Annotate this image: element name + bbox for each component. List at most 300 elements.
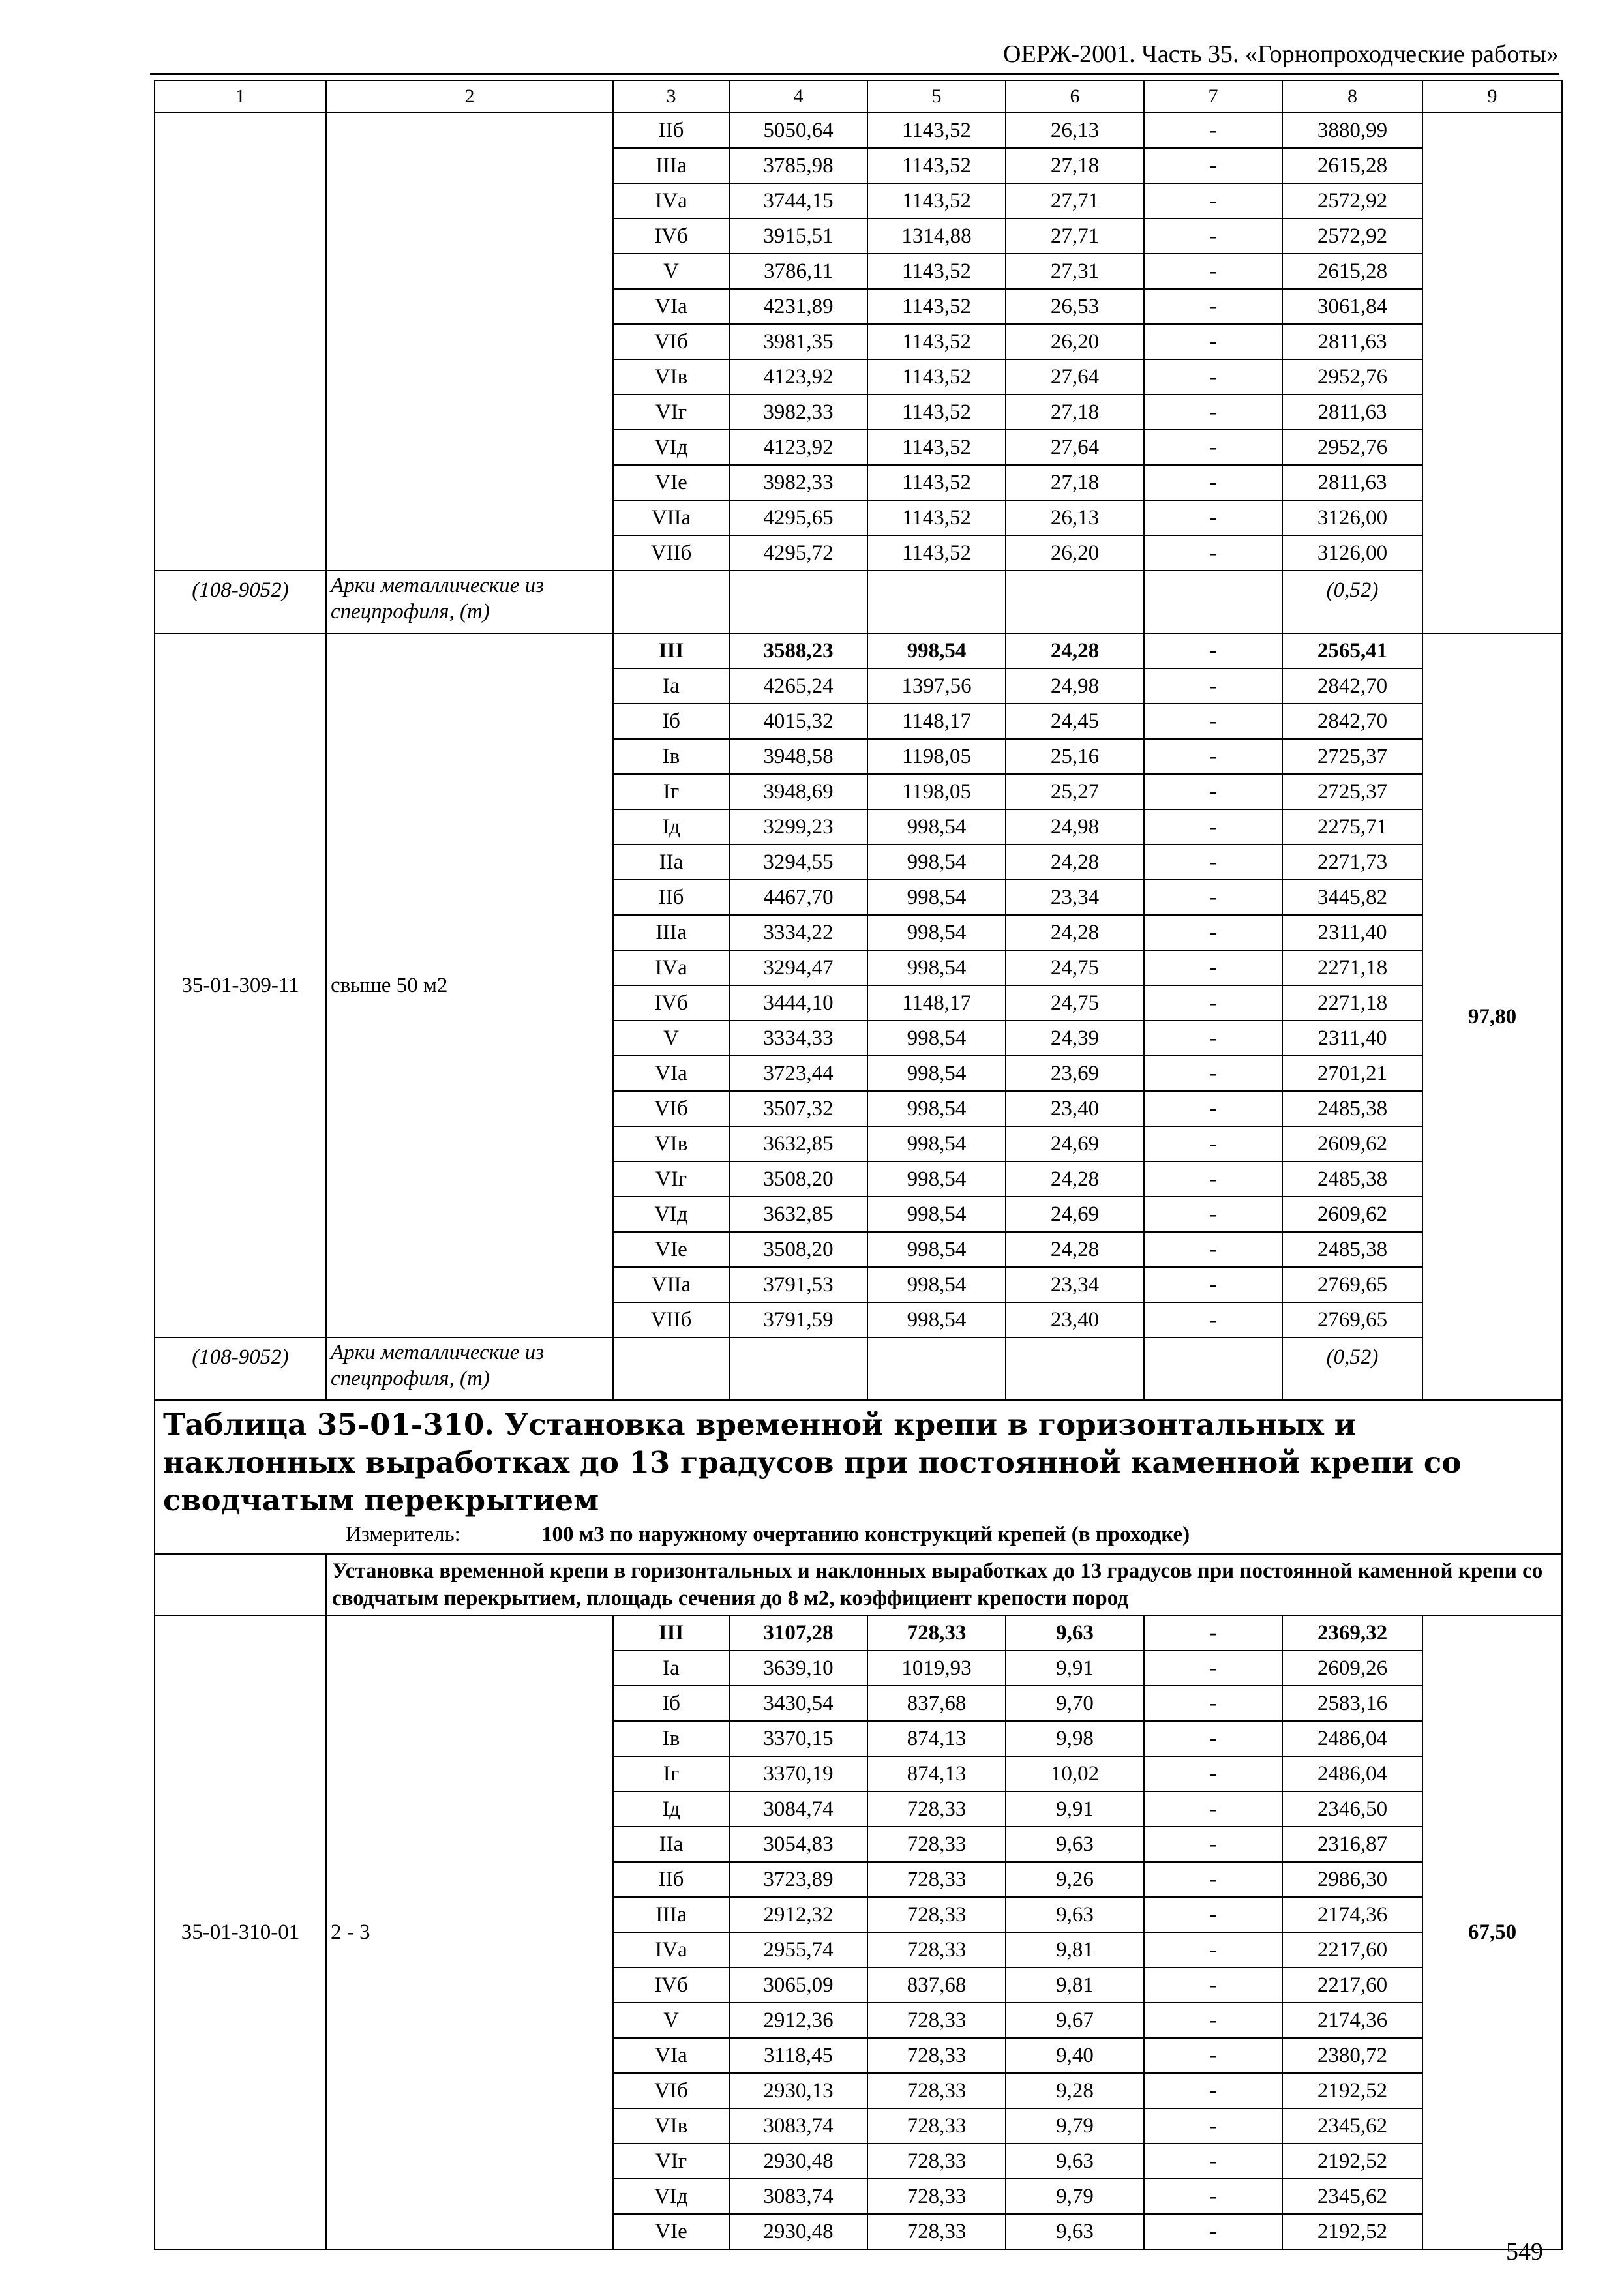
material-cost-cell: 2486,04 xyxy=(1282,1756,1422,1791)
machine-cost-cell: 9,79 xyxy=(1006,2179,1144,2214)
machine-cost-cell: 10,02 xyxy=(1006,1756,1144,1791)
rock-class-cell: VIб xyxy=(613,324,729,359)
rate-code-cell: 35-01-309-11 xyxy=(155,633,326,1338)
wage-cell: 1143,52 xyxy=(867,324,1006,359)
direct-cost-cell: 5050,64 xyxy=(729,113,867,148)
wage-cell: 874,13 xyxy=(867,1756,1006,1791)
material-cost-cell: 2369,32 xyxy=(1282,1615,1422,1651)
meter-value: 100 м3 по наружному очертанию конструкций крепей (в проходке) xyxy=(541,1523,1190,1546)
machinist-wage-cell: - xyxy=(1144,218,1282,254)
rate-code-cell: 35-01-310-01 xyxy=(155,1615,326,2249)
empty-cell xyxy=(1144,1338,1282,1400)
rock-class-cell: Iб xyxy=(613,1686,729,1721)
material-cost-cell: 2345,62 xyxy=(1282,2179,1422,2214)
direct-cost-cell: 3299,23 xyxy=(729,809,867,845)
machinist-wage-cell: - xyxy=(1144,985,1282,1021)
machinist-wage-cell: - xyxy=(1144,1161,1282,1197)
machinist-wage-cell: - xyxy=(1144,2003,1282,2038)
direct-cost-cell: 3723,44 xyxy=(729,1056,867,1091)
direct-cost-cell: 3981,35 xyxy=(729,324,867,359)
wage-cell: 728,33 xyxy=(867,2003,1006,2038)
direct-cost-cell: 3915,51 xyxy=(729,218,867,254)
machinist-wage-cell: - xyxy=(1144,535,1282,571)
material-cost-cell: 2952,76 xyxy=(1282,430,1422,465)
machine-cost-cell: 27,64 xyxy=(1006,359,1144,395)
rock-class-cell: VIа xyxy=(613,2038,729,2073)
material-cost-cell: 2952,76 xyxy=(1282,359,1422,395)
direct-cost-cell: 4265,24 xyxy=(729,668,867,704)
machinist-wage-cell: - xyxy=(1144,2144,1282,2179)
material-cost-cell: 2842,70 xyxy=(1282,668,1422,704)
rate-description-cell: свыше 50 м2 xyxy=(326,633,613,1338)
machinist-wage-cell: - xyxy=(1144,430,1282,465)
material-name-cell: Арки металлические из спецпрофиля, (т) xyxy=(326,1338,613,1400)
machine-cost-cell: 24,28 xyxy=(1006,1161,1144,1197)
direct-cost-cell: 3982,33 xyxy=(729,465,867,500)
direct-cost-cell: 3370,19 xyxy=(729,1756,867,1791)
machine-cost-cell: 24,39 xyxy=(1006,1021,1144,1056)
material-cost-cell: 2725,37 xyxy=(1282,774,1422,809)
material-cost-cell: 2346,50 xyxy=(1282,1791,1422,1827)
material-code-cell: (108-9052) xyxy=(155,1338,326,1400)
material-cost-cell: 2609,26 xyxy=(1282,1651,1422,1686)
material-cost-cell: 2485,38 xyxy=(1282,1161,1422,1197)
wage-cell: 1143,52 xyxy=(867,430,1006,465)
material-name-cell: Арки металлические из спецпрофиля, (т) xyxy=(326,571,613,633)
rates-table xyxy=(154,80,1563,2250)
machine-cost-cell: 9,91 xyxy=(1006,1791,1144,1827)
rock-class-cell: Iг xyxy=(613,774,729,809)
wage-cell: 874,13 xyxy=(867,1721,1006,1756)
material-cost-cell: 2217,60 xyxy=(1282,1967,1422,2003)
material-cost-cell: 2811,63 xyxy=(1282,465,1422,500)
direct-cost-cell: 2930,48 xyxy=(729,2214,867,2249)
material-qty-cell: (0,52) xyxy=(1282,571,1422,633)
wage-cell: 998,54 xyxy=(867,1056,1006,1091)
empty-cell xyxy=(1006,571,1144,633)
machine-cost-cell: 23,40 xyxy=(1006,1091,1144,1126)
rock-class-cell: VIд xyxy=(613,430,729,465)
machine-cost-cell: 9,63 xyxy=(1006,2144,1144,2179)
wage-cell: 1143,52 xyxy=(867,359,1006,395)
material-cost-cell: 2316,87 xyxy=(1282,1827,1422,1862)
wage-cell: 728,33 xyxy=(867,2108,1006,2144)
machinist-wage-cell: - xyxy=(1144,1091,1282,1126)
machine-cost-cell: 26,13 xyxy=(1006,500,1144,535)
wage-cell: 1143,52 xyxy=(867,148,1006,183)
direct-cost-cell: 2912,32 xyxy=(729,1897,867,1932)
material-cost-cell: 2192,52 xyxy=(1282,2214,1422,2249)
wage-cell: 728,33 xyxy=(867,2038,1006,2073)
machine-cost-cell: 26,20 xyxy=(1006,535,1144,571)
wage-cell: 1143,52 xyxy=(867,535,1006,571)
rock-class-cell: IVб xyxy=(613,1967,729,2003)
rock-class-cell: IIIа xyxy=(613,1897,729,1932)
direct-cost-cell: 3083,74 xyxy=(729,2108,867,2144)
machine-cost-cell: 27,31 xyxy=(1006,254,1144,289)
material-cost-cell: 3061,84 xyxy=(1282,289,1422,324)
machine-cost-cell: 23,69 xyxy=(1006,1056,1144,1091)
empty-cell xyxy=(613,1338,729,1400)
machinist-wage-cell: - xyxy=(1144,950,1282,985)
rock-class-cell: VIв xyxy=(613,1126,729,1161)
material-cost-cell: 2986,30 xyxy=(1282,1862,1422,1897)
material-cost-cell: 2174,36 xyxy=(1282,1897,1422,1932)
machinist-wage-cell: - xyxy=(1144,2108,1282,2144)
direct-cost-cell: 3083,74 xyxy=(729,2179,867,2214)
material-cost-cell: 2609,62 xyxy=(1282,1197,1422,1232)
machinist-wage-cell: - xyxy=(1144,809,1282,845)
wage-cell: 728,33 xyxy=(867,2073,1006,2108)
machine-cost-cell: 24,98 xyxy=(1006,809,1144,845)
machine-cost-cell: 9,63 xyxy=(1006,2214,1144,2249)
rock-class-cell: VIе xyxy=(613,1232,729,1267)
table-row xyxy=(155,633,1562,668)
material-cost-cell: 2311,40 xyxy=(1282,915,1422,950)
col-num: 7 xyxy=(1144,80,1282,113)
wage-cell: 728,33 xyxy=(867,2179,1006,2214)
machine-cost-cell: 24,28 xyxy=(1006,633,1144,668)
col-num: 3 xyxy=(613,80,729,113)
machine-cost-cell: 9,91 xyxy=(1006,1651,1144,1686)
machine-cost-cell: 27,18 xyxy=(1006,395,1144,430)
material-cost-cell: 2725,37 xyxy=(1282,739,1422,774)
labor-cost-cell: 97,80 xyxy=(1422,633,1562,1400)
material-cost-cell: 2615,28 xyxy=(1282,148,1422,183)
machine-cost-cell: 26,20 xyxy=(1006,324,1144,359)
machinist-wage-cell: - xyxy=(1144,1756,1282,1791)
direct-cost-cell: 3334,22 xyxy=(729,915,867,950)
subtitle-row xyxy=(155,1554,1562,1615)
machinist-wage-cell: - xyxy=(1144,1615,1282,1651)
machine-cost-cell: 9,26 xyxy=(1006,1862,1144,1897)
rock-class-cell: VIд xyxy=(613,1197,729,1232)
machine-cost-cell: 9,98 xyxy=(1006,1721,1144,1756)
direct-cost-cell: 3632,85 xyxy=(729,1126,867,1161)
direct-cost-cell: 2930,48 xyxy=(729,2144,867,2179)
direct-cost-cell: 4295,65 xyxy=(729,500,867,535)
machine-cost-cell: 9,70 xyxy=(1006,1686,1144,1721)
machine-cost-cell: 9,63 xyxy=(1006,1827,1144,1862)
material-cost-cell: 2271,18 xyxy=(1282,950,1422,985)
direct-cost-cell: 3507,32 xyxy=(729,1091,867,1126)
labor-cost-cell: 67,50 xyxy=(1422,1615,1562,2249)
material-cost-cell: 3126,00 xyxy=(1282,535,1422,571)
wage-cell: 1019,93 xyxy=(867,1651,1006,1686)
machinist-wage-cell: - xyxy=(1144,1721,1282,1756)
wage-cell: 1143,52 xyxy=(867,289,1006,324)
rock-class-cell: VIв xyxy=(613,2108,729,2144)
wage-cell: 998,54 xyxy=(867,880,1006,915)
wage-cell: 728,33 xyxy=(867,1827,1006,1862)
machinist-wage-cell: - xyxy=(1144,704,1282,739)
machinist-wage-cell: - xyxy=(1144,2073,1282,2108)
machinist-wage-cell: - xyxy=(1144,1827,1282,1862)
rock-class-cell: IIа xyxy=(613,1827,729,1862)
empty-cell xyxy=(729,571,867,633)
machine-cost-cell: 24,28 xyxy=(1006,915,1144,950)
rock-class-cell: Iа xyxy=(613,1651,729,1686)
machine-cost-cell: 9,28 xyxy=(1006,2073,1144,2108)
direct-cost-cell: 2955,74 xyxy=(729,1932,867,1967)
rock-class-cell: VIа xyxy=(613,289,729,324)
rock-class-cell: VIг xyxy=(613,395,729,430)
wage-cell: 1143,52 xyxy=(867,113,1006,148)
machine-cost-cell: 24,69 xyxy=(1006,1197,1144,1232)
direct-cost-cell: 2930,13 xyxy=(729,2073,867,2108)
empty-cell xyxy=(867,571,1006,633)
material-cost-cell: 2769,65 xyxy=(1282,1302,1422,1338)
machinist-wage-cell: - xyxy=(1144,2179,1282,2214)
rate-description-cell: 2 - 3 xyxy=(326,1615,613,2249)
machinist-wage-cell: - xyxy=(1144,183,1282,218)
machinist-wage-cell: - xyxy=(1144,1967,1282,2003)
wage-cell: 1143,52 xyxy=(867,500,1006,535)
machinist-wage-cell: - xyxy=(1144,633,1282,668)
direct-cost-cell: 3065,09 xyxy=(729,1967,867,2003)
material-cost-cell: 2217,60 xyxy=(1282,1932,1422,1967)
rock-class-cell: Iв xyxy=(613,1721,729,1756)
direct-cost-cell: 3054,83 xyxy=(729,1827,867,1862)
machinist-wage-cell: - xyxy=(1144,774,1282,809)
machinist-wage-cell: - xyxy=(1144,289,1282,324)
empty-cell xyxy=(613,571,729,633)
machine-cost-cell: 9,81 xyxy=(1006,1967,1144,2003)
header-rule xyxy=(150,73,1559,75)
wage-cell: 998,54 xyxy=(867,1021,1006,1056)
machine-cost-cell: 27,71 xyxy=(1006,183,1144,218)
machine-cost-cell: 9,63 xyxy=(1006,1897,1144,1932)
wage-cell: 837,68 xyxy=(867,1967,1006,2003)
direct-cost-cell: 3334,33 xyxy=(729,1021,867,1056)
direct-cost-cell: 3294,55 xyxy=(729,845,867,880)
col-num: 2 xyxy=(326,80,613,113)
material-cost-cell: 2701,21 xyxy=(1282,1056,1422,1091)
col-num: 9 xyxy=(1422,80,1562,113)
wage-cell: 1198,05 xyxy=(867,739,1006,774)
machinist-wage-cell: - xyxy=(1144,395,1282,430)
direct-cost-cell: 4123,92 xyxy=(729,359,867,395)
table-row xyxy=(155,113,1562,148)
material-cost-cell: 2486,04 xyxy=(1282,1721,1422,1756)
page-number: 549 xyxy=(1506,2238,1543,2266)
machine-cost-cell: 9,67 xyxy=(1006,2003,1144,2038)
direct-cost-cell: 3107,28 xyxy=(729,1615,867,1651)
direct-cost-cell: 3508,20 xyxy=(729,1232,867,1267)
rock-class-cell: VIд xyxy=(613,2179,729,2214)
machinist-wage-cell: - xyxy=(1144,1651,1282,1686)
material-cost-cell: 2311,40 xyxy=(1282,1021,1422,1056)
direct-cost-cell: 2912,36 xyxy=(729,2003,867,2038)
machine-cost-cell: 27,64 xyxy=(1006,430,1144,465)
machinist-wage-cell: - xyxy=(1144,1686,1282,1721)
machinist-wage-cell: - xyxy=(1144,1267,1282,1302)
wage-cell: 728,33 xyxy=(867,1897,1006,1932)
direct-cost-cell: 3948,69 xyxy=(729,774,867,809)
wage-cell: 1397,56 xyxy=(867,668,1006,704)
direct-cost-cell: 3639,10 xyxy=(729,1651,867,1686)
direct-cost-cell: 3084,74 xyxy=(729,1791,867,1827)
wage-cell: 998,54 xyxy=(867,1197,1006,1232)
rock-class-cell: IVа xyxy=(613,183,729,218)
rock-class-cell: III xyxy=(613,633,729,668)
direct-cost-cell: 3791,59 xyxy=(729,1302,867,1338)
machine-cost-cell: 25,27 xyxy=(1006,774,1144,809)
machinist-wage-cell: - xyxy=(1144,1232,1282,1267)
machine-cost-cell: 23,34 xyxy=(1006,880,1144,915)
material-cost-cell: 2811,63 xyxy=(1282,395,1422,430)
rate-code-cell xyxy=(155,113,326,571)
rock-class-cell: IIб xyxy=(613,880,729,915)
material-cost-cell: 2565,41 xyxy=(1282,633,1422,668)
wage-cell: 998,54 xyxy=(867,1126,1006,1161)
wage-cell: 728,33 xyxy=(867,1615,1006,1651)
table-row xyxy=(155,1615,1562,1651)
rock-class-cell: VIв xyxy=(613,359,729,395)
wage-cell: 998,54 xyxy=(867,1267,1006,1302)
col-num: 5 xyxy=(867,80,1006,113)
machinist-wage-cell: - xyxy=(1144,500,1282,535)
direct-cost-cell: 3791,53 xyxy=(729,1267,867,1302)
rock-class-cell: VIг xyxy=(613,2144,729,2179)
rock-class-cell: IIа xyxy=(613,845,729,880)
direct-cost-cell: 4467,70 xyxy=(729,880,867,915)
rock-class-cell: IVб xyxy=(613,985,729,1021)
machine-cost-cell: 9,40 xyxy=(1006,2038,1144,2073)
machinist-wage-cell: - xyxy=(1144,254,1282,289)
material-cost-cell: 3126,00 xyxy=(1282,500,1422,535)
material-cost-cell: 2345,62 xyxy=(1282,2108,1422,2144)
direct-cost-cell: 3948,58 xyxy=(729,739,867,774)
machinist-wage-cell: - xyxy=(1144,359,1282,395)
material-cost-cell: 2769,65 xyxy=(1282,1267,1422,1302)
col-num: 4 xyxy=(729,80,867,113)
rock-class-cell: IVб xyxy=(613,218,729,254)
material-cost-cell: 2192,52 xyxy=(1282,2144,1422,2179)
machine-cost-cell: 9,63 xyxy=(1006,1615,1144,1651)
direct-cost-cell: 3632,85 xyxy=(729,1197,867,1232)
wage-cell: 728,33 xyxy=(867,1791,1006,1827)
section-subtitle-cell: Установка временной крепи в горизонтальных и наклонных выработках до 13 градусов при постоянной каменной крепи со сводчатым перекрытием, площадь сечения до 8 м2, коэффициент крепости пород xyxy=(326,1554,1562,1615)
machine-cost-cell: 26,53 xyxy=(1006,289,1144,324)
rock-class-cell: VIб xyxy=(613,2073,729,2108)
wage-cell: 998,54 xyxy=(867,845,1006,880)
direct-cost-cell: 3444,10 xyxy=(729,985,867,1021)
material-cost-cell: 2485,38 xyxy=(1282,1232,1422,1267)
machinist-wage-cell: - xyxy=(1144,1862,1282,1897)
wage-cell: 1143,52 xyxy=(867,254,1006,289)
wage-cell: 998,54 xyxy=(867,950,1006,985)
wage-cell: 998,54 xyxy=(867,809,1006,845)
section-header-row xyxy=(155,1400,1562,1554)
machinist-wage-cell: - xyxy=(1144,880,1282,915)
wage-cell: 1198,05 xyxy=(867,774,1006,809)
wage-cell: 728,33 xyxy=(867,2214,1006,2249)
direct-cost-cell: 3294,47 xyxy=(729,950,867,985)
direct-cost-cell: 4295,72 xyxy=(729,535,867,571)
material-code-cell: (108-9052) xyxy=(155,571,326,633)
running-header: ОЕРЖ-2001. Часть 35. «Горнопроходческие работы» xyxy=(1003,40,1559,68)
direct-cost-cell: 3785,98 xyxy=(729,148,867,183)
direct-cost-cell: 4015,32 xyxy=(729,704,867,739)
material-cost-cell: 2192,52 xyxy=(1282,2073,1422,2108)
rock-class-cell: Iа xyxy=(613,668,729,704)
empty-cell xyxy=(1144,571,1282,633)
machine-cost-cell: 24,69 xyxy=(1006,1126,1144,1161)
rock-class-cell: VIб xyxy=(613,1091,729,1126)
machinist-wage-cell: - xyxy=(1144,1791,1282,1827)
material-cost-cell: 2842,70 xyxy=(1282,704,1422,739)
empty-cell xyxy=(1006,1338,1144,1400)
machinist-wage-cell: - xyxy=(1144,1897,1282,1932)
direct-cost-cell: 3744,15 xyxy=(729,183,867,218)
rock-class-cell: V xyxy=(613,254,729,289)
material-cost-cell: 2615,28 xyxy=(1282,254,1422,289)
direct-cost-cell: 3723,89 xyxy=(729,1862,867,1897)
rock-class-cell: V xyxy=(613,1021,729,1056)
material-cost-cell: 2380,72 xyxy=(1282,2038,1422,2073)
machine-cost-cell: 24,28 xyxy=(1006,1232,1144,1267)
wage-cell: 1314,88 xyxy=(867,218,1006,254)
machinist-wage-cell: - xyxy=(1144,739,1282,774)
direct-cost-cell: 3982,33 xyxy=(729,395,867,430)
machine-cost-cell: 25,16 xyxy=(1006,739,1144,774)
wage-cell: 998,54 xyxy=(867,1161,1006,1197)
direct-cost-cell: 3430,54 xyxy=(729,1686,867,1721)
wage-cell: 728,33 xyxy=(867,2144,1006,2179)
rate-description-cell xyxy=(326,113,613,571)
material-cost-cell: 2811,63 xyxy=(1282,324,1422,359)
meter-label: Измеритель: xyxy=(346,1523,460,1546)
empty-cell xyxy=(729,1338,867,1400)
machine-cost-cell: 27,71 xyxy=(1006,218,1144,254)
rock-class-cell: VIIа xyxy=(613,500,729,535)
section-header-cell xyxy=(155,1400,1562,1554)
rock-class-cell: III xyxy=(613,1615,729,1651)
wage-cell: 998,54 xyxy=(867,1302,1006,1338)
material-cost-cell: 2271,18 xyxy=(1282,985,1422,1021)
col-num: 1 xyxy=(155,80,326,113)
wage-cell: 998,54 xyxy=(867,1091,1006,1126)
direct-cost-cell: 3118,45 xyxy=(729,2038,867,2073)
wage-cell: 998,54 xyxy=(867,915,1006,950)
rock-class-cell: VIIб xyxy=(613,535,729,571)
direct-cost-cell: 4123,92 xyxy=(729,430,867,465)
machine-cost-cell: 24,28 xyxy=(1006,845,1144,880)
rock-class-cell: IVа xyxy=(613,950,729,985)
machine-cost-cell: 9,81 xyxy=(1006,1932,1144,1967)
rock-class-cell: Iд xyxy=(613,809,729,845)
machine-cost-cell: 26,13 xyxy=(1006,113,1144,148)
machine-cost-cell: 24,75 xyxy=(1006,985,1144,1021)
wage-cell: 998,54 xyxy=(867,1232,1006,1267)
machine-cost-cell: 24,75 xyxy=(1006,950,1144,985)
col-num: 6 xyxy=(1006,80,1144,113)
direct-cost-cell: 3588,23 xyxy=(729,633,867,668)
rock-class-cell: IIIа xyxy=(613,915,729,950)
material-cost-cell: 2275,71 xyxy=(1282,809,1422,845)
column-number-row xyxy=(155,80,1562,113)
machine-cost-cell: 23,40 xyxy=(1006,1302,1144,1338)
machinist-wage-cell: - xyxy=(1144,1021,1282,1056)
material-cost-cell: 2485,38 xyxy=(1282,1091,1422,1126)
empty-cell xyxy=(867,1338,1006,1400)
rock-class-cell: IIб xyxy=(613,113,729,148)
rock-class-cell: Iв xyxy=(613,739,729,774)
direct-cost-cell: 3508,20 xyxy=(729,1161,867,1197)
wage-cell: 1143,52 xyxy=(867,183,1006,218)
rock-class-cell: IVа xyxy=(613,1932,729,1967)
